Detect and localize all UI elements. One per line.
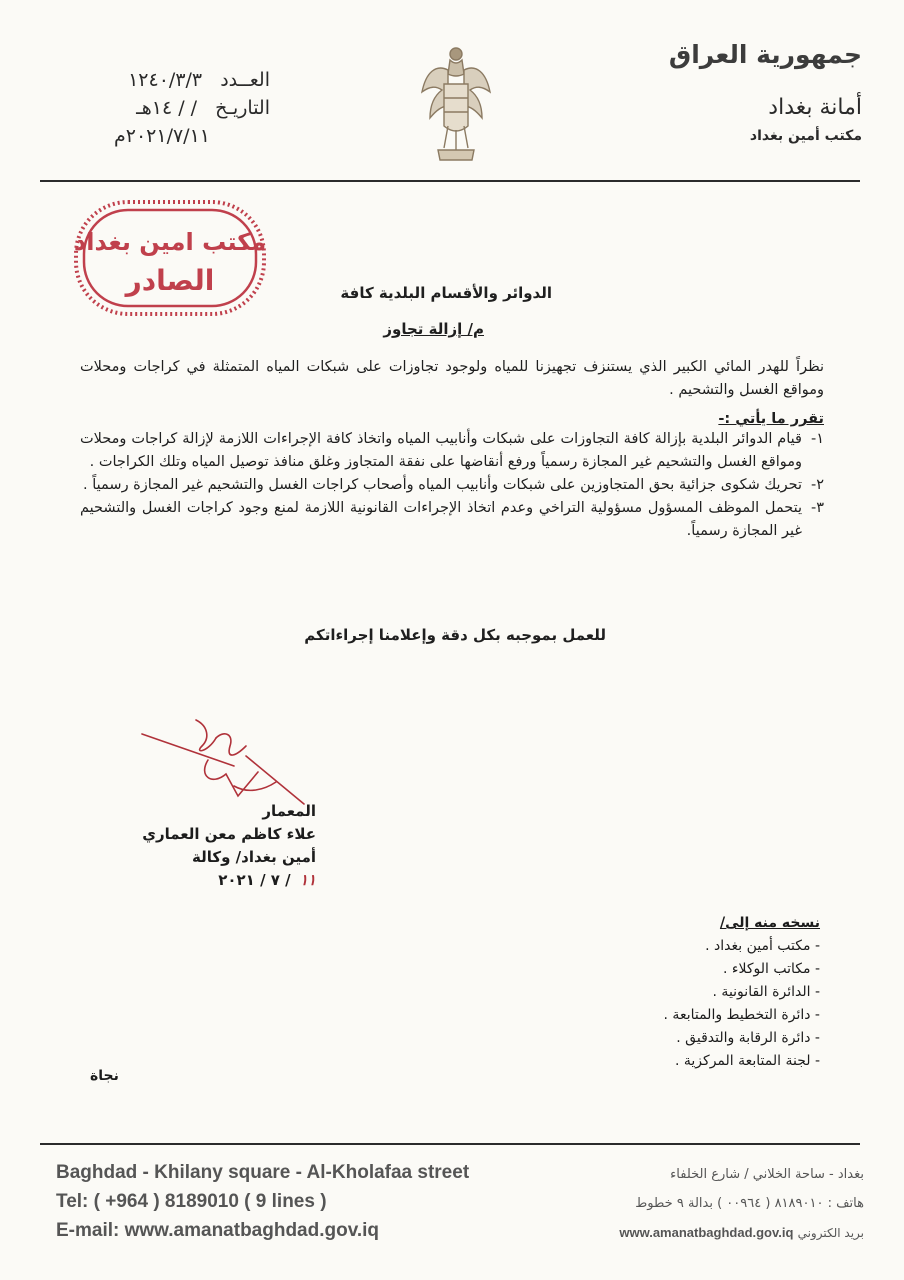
gregorian-date-row [40,122,270,150]
item-number: ٣- [810,500,824,516]
intro-paragraph: نظراً للهدر المائي الكبير الذي يستنزف تجهيزنا للمياه ولوجود تجاوزات على شبكات المياه المتمثلة في كراجات ومحلات ومواقع الغسل والتشحيم . [80,359,824,398]
signer-position: أمين بغداد/ وكالة [192,848,316,866]
typist-initials: نجاة [90,1068,119,1084]
office-title: مكتب أمين بغداد [749,128,862,144]
stamp-line1: مكتب امين بغداد [73,228,267,256]
item-text: تحريك شكوى جزائية بحق المتجاوزين على شبكات وأنابيب المياه وأصحاب كراجات الغسل والتشحيم غير المجازة رسمياً . [83,477,802,493]
footer-address-en: Baghdad - Khilany square - Al-Kholafaa street [56,1162,470,1183]
hijri-date-value: / / ١٤هـ [136,97,198,119]
stamp-line2: الصادر [125,264,215,297]
list-item: - دائرة التخطيط والمتابعة . [663,1007,820,1023]
footer-divider [40,1143,860,1145]
signature-date-rest: / ٧ / ٢٠٢١ [218,871,291,889]
subject: م/ إزالة تجاوز [383,320,484,338]
signature-date-day: ١١ [299,871,316,889]
stamp-outer-ring [73,202,267,314]
republic-title: جمهورية العراق [668,40,862,69]
footer-address-ar: بغداد - ساحة الخلاني / شارع الخلفاء [670,1167,864,1182]
signer-title: المعمار [262,802,316,820]
number-value: ١٢٤٠/٣/٣ [128,69,203,91]
footer-tel-en: Tel: ( +964 ) 8189010 ( 9 lines ) [56,1191,327,1212]
hijri-date-row [40,94,270,122]
footer-arabic [534,1160,864,1248]
footer-email-value: www.amanatbaghdad.gov.iq [619,1225,794,1240]
number-row [40,66,270,94]
item-text: قيام الدوائر البلدية بإزالة كافة التجاوزات على شبكات وأنابيب المياه واتخاذ كافة الإجراءات اللازمة لإزالة كراجات ومحلات ومواقع الغسل والتشحيم غير المجازة رسمياً ورفع أنقاضها على نفقة المتجاوز وغلق منافذ توصيل المياه وتلك الكراجات . [80,431,802,470]
date-label: التاريـخ [215,97,270,119]
header-divider [40,180,860,182]
list-item: - لجنة المتابعة المركزية . [675,1053,820,1069]
addressee: الدوائر والأقسام البلدية كافة [340,284,552,302]
footer-english [56,1158,526,1245]
item-number: ٢- [810,477,824,493]
signer-block [120,800,316,892]
item-text: يتحمل الموظف المسؤول مسؤولية التراخي وعدم اتخاذ الإجراءات القانونية اللازمة لمنع وجود كراجات الغسل والتشحيم غير المجازة رسمياً. [80,500,802,539]
list-item: - مكاتب الوكلاء . [723,961,820,977]
footer-email-ar [534,1218,864,1248]
number-label: العــدد [220,69,270,91]
signature-date [120,869,316,892]
signer-name: علاء كاظم معن العماري [142,825,316,843]
closing-line: للعمل بموجبه بكل دقة وإعلامنا إجراءاتكم [304,626,606,644]
decided-heading: تقرر ما يأتي :- [718,411,824,427]
footer-tel-ar: هاتف : ٨١٨٩٠١٠ ( ٠٠٩٦٤ ) بدالة ٩ خطوط [635,1196,864,1211]
list-item [80,497,824,543]
amana-title: أمانة بغداد [768,95,862,120]
letterhead-right [602,40,862,144]
item-number: ١- [810,431,824,447]
footer-email-en: E-mail: www.amanatbaghdad.gov.iq [56,1220,380,1241]
list-item: - مكتب أمين بغداد . [705,938,820,954]
decision-list [80,428,824,543]
iraq-eagle-emblem-icon [418,44,494,172]
list-item [80,474,824,497]
footer-email-label: بريد الكتروني [797,1226,864,1240]
letterhead-left [40,66,270,150]
list-item: - الدائرة القانونية . [712,984,820,1000]
list-item [80,428,824,474]
list-item: - دائرة الرقابة والتدقيق . [676,1030,820,1046]
gregorian-date-value: ٢٠٢١/٧/١١م [113,125,210,147]
copies-title: نسخه منه إلى/ [719,915,820,931]
copies-list [560,912,820,1073]
issued-stamp [70,196,270,320]
